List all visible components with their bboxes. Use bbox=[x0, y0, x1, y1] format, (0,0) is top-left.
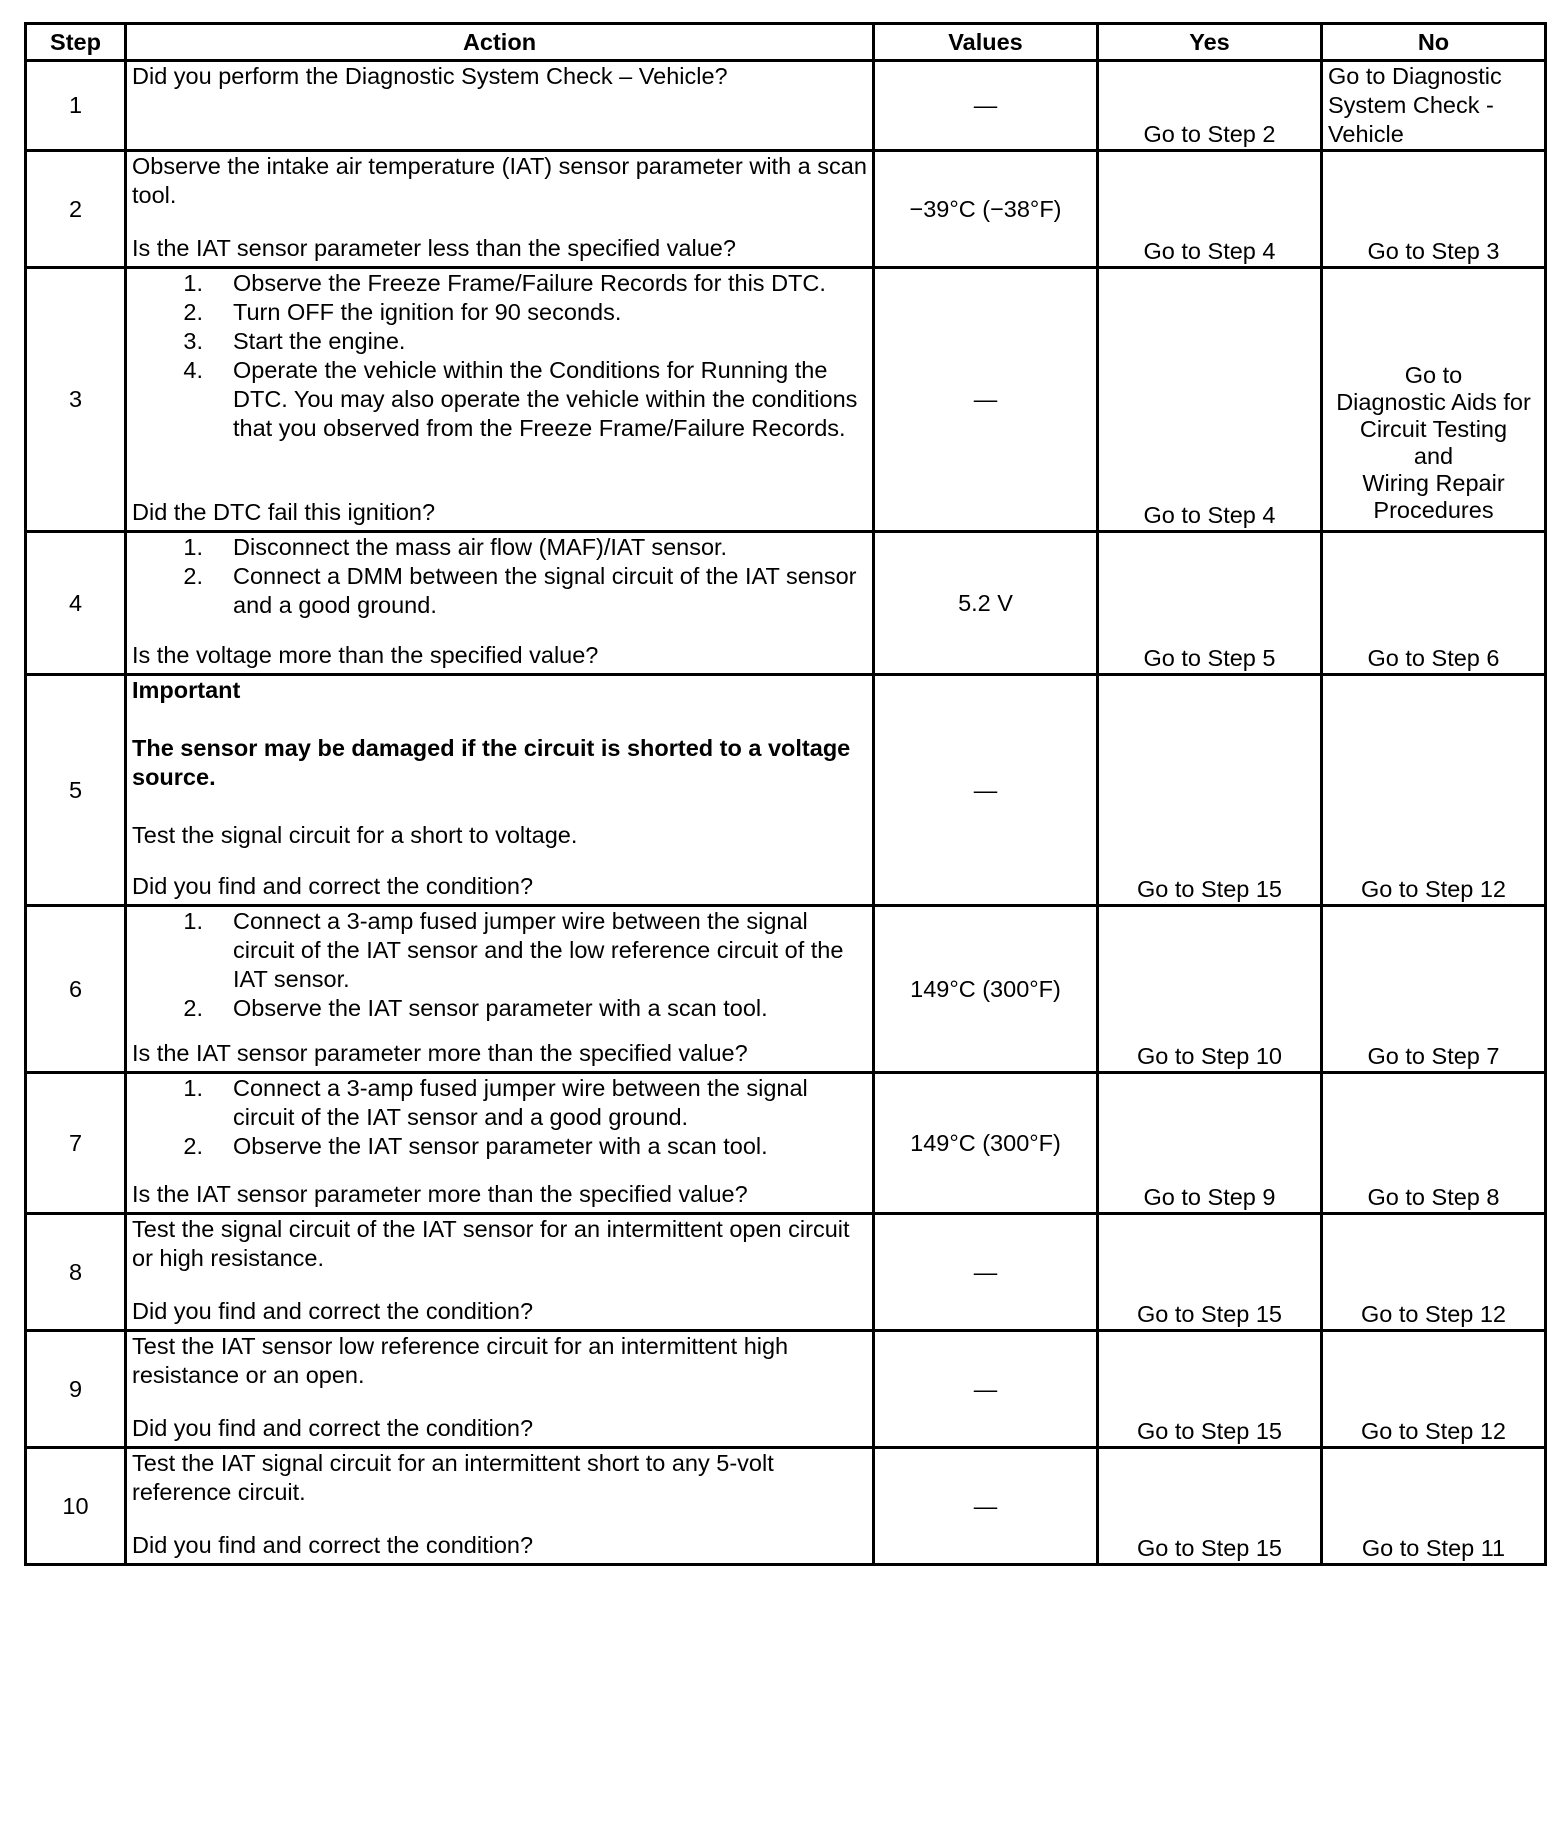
value-cell: 5.2 V bbox=[874, 532, 1098, 675]
question-text: Is the voltage more than the specified value? bbox=[132, 642, 599, 668]
yes-cell: Go to Step 15 bbox=[1098, 1214, 1322, 1331]
yes-cell: Go to Step 10 bbox=[1098, 906, 1322, 1073]
step-list bbox=[132, 907, 868, 1023]
yes-cell: Go to Step 9 bbox=[1098, 1073, 1322, 1214]
value-cell: — bbox=[874, 61, 1098, 151]
instruction-text: Test the IAT signal circuit for an intermittent short to any 5-volt reference circuit. bbox=[132, 1450, 774, 1505]
important-text: The sensor may be damaged if the circuit is shorted to a voltage source. bbox=[132, 735, 851, 790]
list-item: 4. Operate the vehicle within the Conditions for Running the DTC. You may also operate the vehicle within the conditions that you observed from the Freeze Frame/Failure Records. bbox=[183, 357, 858, 441]
list-item: 3. Start the engine. bbox=[183, 328, 406, 354]
yes-cell: Go to Step 15 bbox=[1098, 675, 1322, 906]
value-cell: — bbox=[874, 268, 1098, 532]
question-text: Did you perform the Diagnostic System Check – Vehicle? bbox=[132, 63, 728, 89]
action-cell bbox=[126, 532, 874, 675]
step-number: 3 bbox=[26, 268, 126, 532]
action-cell bbox=[126, 675, 874, 906]
list-item: 2. Observe the IAT sensor parameter with a scan tool. bbox=[183, 995, 768, 1021]
table-row bbox=[26, 268, 1546, 532]
table-row bbox=[26, 151, 1546, 268]
no-cell: Go to Step 7 bbox=[1322, 906, 1546, 1073]
step-list bbox=[132, 1074, 868, 1161]
list-item: 1. Connect a 3-amp fused jumper wire between the signal circuit of the IAT sensor and a good ground. bbox=[183, 1075, 808, 1130]
table-row bbox=[26, 1448, 1546, 1565]
yes-cell: Go to Step 4 bbox=[1098, 268, 1322, 532]
step-number: 10 bbox=[26, 1448, 126, 1565]
table-row bbox=[26, 906, 1546, 1073]
list-item: 2. Connect a DMM between the signal circuit of the IAT sensor and a good ground. bbox=[183, 563, 857, 618]
step-number: 4 bbox=[26, 532, 126, 675]
no-cell: Go to Diagnostic Aids for Circuit Testing and Wiring Repair Procedures bbox=[1322, 268, 1546, 532]
no-cell: Go to Step 8 bbox=[1322, 1073, 1546, 1214]
yes-cell: Go to Step 5 bbox=[1098, 532, 1322, 675]
table-row bbox=[26, 1331, 1546, 1448]
question-text: Did you find and correct the condition? bbox=[132, 1415, 534, 1441]
question-text: Is the IAT sensor parameter less than the specified value? bbox=[132, 235, 736, 261]
header-values: Values bbox=[874, 24, 1098, 61]
action-cell bbox=[126, 151, 874, 268]
step-list bbox=[132, 533, 868, 620]
action-cell bbox=[126, 1073, 874, 1214]
step-number: 7 bbox=[26, 1073, 126, 1214]
step-number: 6 bbox=[26, 906, 126, 1073]
table-row bbox=[26, 532, 1546, 675]
no-cell: Go to Step 12 bbox=[1322, 675, 1546, 906]
question-text: Is the IAT sensor parameter more than the specified value? bbox=[132, 1181, 748, 1207]
list-item: 1. Observe the Freeze Frame/Failure Records for this DTC. bbox=[183, 270, 826, 296]
table-row bbox=[26, 1214, 1546, 1331]
list-item: 1. Connect a 3-amp fused jumper wire between the signal circuit of the IAT sensor and the low reference circuit of the IAT sensor. bbox=[183, 908, 844, 992]
step-number: 5 bbox=[26, 675, 126, 906]
instruction-text: Test the signal circuit for a short to voltage. bbox=[132, 822, 578, 848]
question-text: Did you find and correct the condition? bbox=[132, 1532, 534, 1558]
instruction-text: Test the signal circuit of the IAT sensor for an intermittent open circuit or high resistance. bbox=[132, 1216, 850, 1271]
no-cell: Go to Diagnostic System Check - Vehicle bbox=[1322, 61, 1546, 151]
yes-cell: Go to Step 4 bbox=[1098, 151, 1322, 268]
action-cell bbox=[126, 1448, 874, 1565]
list-item: 2. Turn OFF the ignition for 90 seconds. bbox=[183, 299, 622, 325]
yes-cell: Go to Step 2 bbox=[1098, 61, 1322, 151]
header-row bbox=[26, 24, 1546, 61]
action-cell bbox=[126, 1331, 874, 1448]
yes-cell: Go to Step 15 bbox=[1098, 1448, 1322, 1565]
value-cell: −39°C (−38°F) bbox=[874, 151, 1098, 268]
list-item: 2. Observe the IAT sensor parameter with a scan tool. bbox=[183, 1133, 768, 1159]
action-cell bbox=[126, 61, 874, 151]
important-title: Important bbox=[132, 677, 241, 703]
no-cell: Go to Step 6 bbox=[1322, 532, 1546, 675]
header-no: No bbox=[1322, 24, 1546, 61]
question-text: Did you find and correct the condition? bbox=[132, 1298, 534, 1324]
action-cell bbox=[126, 268, 874, 532]
table-row bbox=[26, 1073, 1546, 1214]
table-row bbox=[26, 61, 1546, 151]
value-cell: — bbox=[874, 1331, 1098, 1448]
value-cell: 149°C (300°F) bbox=[874, 1073, 1098, 1214]
value-cell: — bbox=[874, 675, 1098, 906]
step-number: 2 bbox=[26, 151, 126, 268]
table-row bbox=[26, 675, 1546, 906]
action-cell bbox=[126, 1214, 874, 1331]
instruction-text: Observe the intake air temperature (IAT) sensor parameter with a scan tool. bbox=[132, 153, 867, 208]
no-cell: Go to Step 3 bbox=[1322, 151, 1546, 268]
value-cell: — bbox=[874, 1214, 1098, 1331]
no-cell: Go to Step 11 bbox=[1322, 1448, 1546, 1565]
list-item: 1. Disconnect the mass air flow (MAF)/IAT sensor. bbox=[183, 534, 728, 560]
yes-cell: Go to Step 15 bbox=[1098, 1331, 1322, 1448]
action-cell bbox=[126, 906, 874, 1073]
value-cell: — bbox=[874, 1448, 1098, 1565]
no-cell: Go to Step 12 bbox=[1322, 1331, 1546, 1448]
diagnostic-table bbox=[24, 22, 1547, 1566]
question-text: Did the DTC fail this ignition? bbox=[132, 499, 436, 525]
header-step: Step bbox=[26, 24, 126, 61]
value-cell: 149°C (300°F) bbox=[874, 906, 1098, 1073]
instruction-text: Test the IAT sensor low reference circuit for an intermittent high resistance or an open. bbox=[132, 1333, 789, 1388]
header-yes: Yes bbox=[1098, 24, 1322, 61]
header-action: Action bbox=[126, 24, 874, 61]
question-text: Did you find and correct the condition? bbox=[132, 873, 534, 899]
step-number: 1 bbox=[26, 61, 126, 151]
step-number: 8 bbox=[26, 1214, 126, 1331]
step-number: 9 bbox=[26, 1331, 126, 1448]
step-list bbox=[132, 269, 868, 443]
question-text: Is the IAT sensor parameter more than the specified value? bbox=[132, 1040, 748, 1066]
no-cell: Go to Step 12 bbox=[1322, 1214, 1546, 1331]
